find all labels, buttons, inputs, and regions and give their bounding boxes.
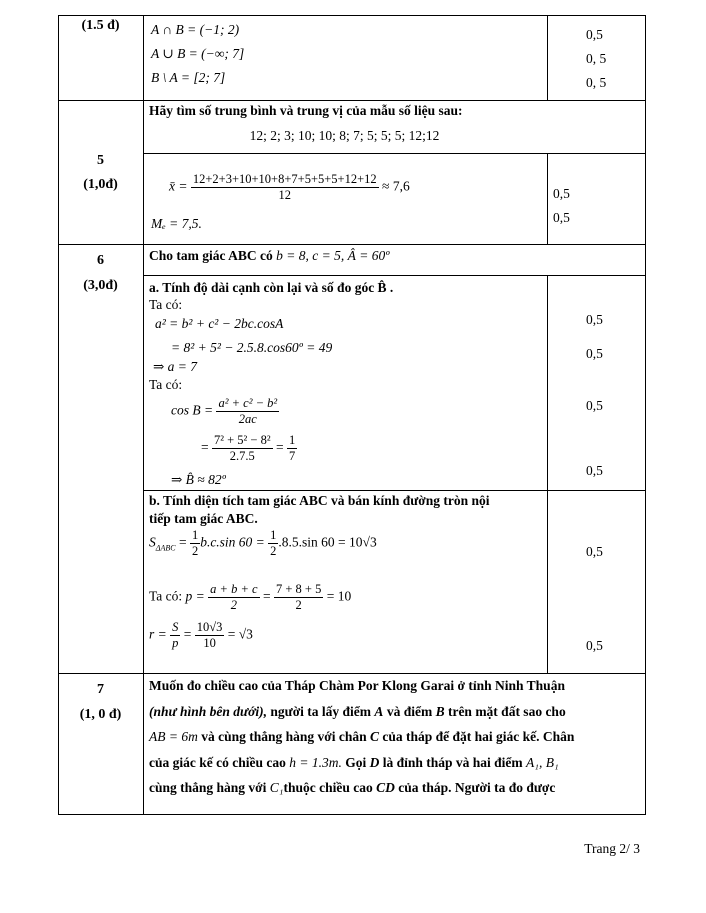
q5-mean [169,172,410,203]
table-divider-score [547,275,548,673]
q6b-score-1: 0,5 [586,544,603,559]
q6-prompt-line [149,248,389,264]
q6b-taco: Ta có: [149,588,183,604]
q6b-title-1: b. Tính diện tích tam giác ABC và bán kính đường tròn nội [149,493,490,508]
q6b-r-fraction [170,620,180,651]
q7-t5c: thuộc chiều cao [283,780,377,795]
q4-points: (1.5 đ) [81,18,120,33]
q6-number: 6 [97,253,104,268]
row-divider [58,244,646,245]
q7-t4c: Gọi [341,754,370,770]
q6b-p-num-2: 7 + 8 + 5 [275,582,322,596]
q5-mean-rhs: ≈ 7,6 [382,178,410,194]
q5-score-1: 0,5 [553,186,570,201]
q5-mean-den: 12 [278,188,291,202]
q6b-p-den-2: 2 [295,598,302,612]
q4-score-1: 0,5 [586,27,603,42]
q7-t4e: là đỉnh tháp và hai điểm [379,754,527,770]
q6a-final: ⇒ B̂ ≈ 82º [171,472,226,487]
table-divider-score [547,15,548,100]
row-divider [58,100,646,101]
q7-t3d: của tháp để đặt hai giác kế. Chân [379,729,575,744]
q6b-r-den-2: 10 [203,636,216,650]
q7-t5a: cùng thẳng hàng với [149,780,270,795]
q6b-r-den: p [172,636,179,650]
q5-mean-num: 12+2+3+10+10+8+7+5+5+5+12+12 [192,172,377,186]
q7-t2a: (như hình bên dưới), [149,703,267,719]
q6b-score-2: 0,5 [586,638,603,653]
q7-line-3 [149,724,641,750]
row-divider [143,153,646,154]
q6a-title: a. Tính độ dài cạnh còn lại và số đo góc B̂ . [149,280,394,295]
q7-line-1: Muốn đo chiều cao của Tháp Chàm Por Klong Garai ở tỉnh Ninh Thuận [149,678,565,693]
q6a-cos-den: 2ac [238,412,257,426]
q6a-cos-eval [201,433,297,464]
q6b-semiperimeter: Ta có: p = $\frac{a + b + c}{2}$ = $\frac{7 + 8 + 5}{2}$ = 10 [149,582,352,612]
q6a-line-2: = 8² + 5² − 2.5.8.cos60º = 49 [171,340,333,355]
page-number: Trang 2/ 3 [584,841,640,856]
q6b-half-1-den: 2 [191,544,199,558]
q6b-s-end: .8.5.sin 60 = 10√3 [278,534,377,550]
q6a-cos-fraction [216,396,279,427]
q7-line-4 [149,750,641,776]
q6a-den-3: 7 [288,449,296,463]
q7-t2d: và điểm [383,703,436,719]
q5-score-2: 0,5 [553,210,570,225]
q6b-r-fraction-2 [195,620,225,651]
q6-given: b = 8, c = 5, Â = 60º [276,248,390,263]
q6a-line-3: ⇒ a = 7 [153,359,198,374]
row-divider [143,490,646,491]
q7-t2e: B [435,703,445,719]
q6a-cos-num: a² + c² − b² [218,396,278,410]
q6b-p-end: = 10 [326,588,352,604]
q6a-num-3: 1 [288,433,296,447]
q6-prompt: Cho tam giác ABC có [149,248,273,263]
q7-t3b: và cùng thẳng hàng với chân [197,729,371,744]
q5-data: 12; 2; 3; 10; 10; 8; 7; 5; 5; 5; 12;12 [249,128,440,143]
q6a-score-2: 0,5 [586,346,603,361]
q7-t3a: AB = 6m [149,729,198,744]
q6b-p-fraction-2 [274,582,323,613]
table-border-right [645,15,646,814]
q7-t2f: trên mặt đất sao cho [444,703,566,719]
q6a-den-2: 2.7.5 [229,449,255,463]
q7-t5e: của tháp. Người ta đo được [394,780,556,795]
q6a-eq-2: = [275,439,284,455]
q6b-s-sub: ΔABC [155,543,176,553]
q6b-half-2-num: 1 [270,528,277,542]
q5-points: (1,0đ) [83,177,118,192]
q6b-s-mid: b.c.sin 60 = [200,534,265,550]
q4-score-3: 0, 5 [586,75,607,90]
q7-t4a: của giác kế có chiều cao [149,754,290,770]
q6b-radius: r = $\frac{S}{p}$ = $\frac{10√3}{10}$ = √3 [149,620,253,650]
q5-mean-lhs: x̄ = [169,178,188,194]
q7-text [149,673,641,801]
q6b-half-1 [190,528,200,559]
q5-median: Mₑ = 7,5. [151,216,202,231]
q6b-p-fraction [208,582,259,613]
q6a-cos [171,396,279,427]
q4-intersection: A ∩ B = (−1; 2) [151,22,240,37]
q5-mean-fraction [191,172,379,203]
q6b-s-eq: = [178,534,187,550]
q6b-title-2: tiếp tam giác ABC. [149,511,258,526]
q6b-r-num-2: 10√3 [196,620,223,634]
q7-t4d: D [369,754,380,770]
q6b-half-2 [268,528,278,559]
q4-union: A ∪ B = (−∞; 7] [151,46,245,61]
q5-number: 5 [97,153,104,168]
q7-line-5 [149,775,641,801]
q4-difference: B \ A = [2; 7] [151,70,226,85]
q6b-r-num: S [172,620,179,634]
q6a-cos-lhs: cos B = [171,402,214,418]
q7-t5d: CD [376,780,395,795]
q6b-half-1-num: 1 [191,528,199,542]
q6b-p-lhs: p = [185,588,205,604]
q7-t2b: người ta lấy điểm [266,703,375,719]
q6b-area [149,528,377,559]
q7-t2c: A [374,703,384,719]
q6a-score-3: 0,5 [586,398,603,413]
q7-line-2 [149,699,641,725]
q7-t3c: C [370,729,380,744]
q5-prompt: Hãy tìm số trung bình và trung vị của mẫu số liệu sau: [149,103,463,118]
q6a-eq: = [201,439,209,455]
row-divider [143,275,646,276]
q7-t4b: h = 1.3m. [289,754,342,770]
q6a-fraction-2 [212,433,273,464]
q6a-taco-1: Ta có: [149,297,183,312]
table-divider-score [547,153,548,244]
q6b-r-end: = √3 [227,626,253,642]
q6a-line-1: a² = b² + c² − 2bc.cosA [155,316,284,331]
table-border-bottom [58,814,646,815]
q6a-score-1: 0,5 [586,312,603,327]
q6b-p-num: a + b + c [210,582,258,596]
q6a-num-2: 7² + 5² − 8² [214,433,271,447]
q6a-taco-2: Ta có: [149,377,183,392]
q6-points: (3,0đ) [83,278,118,293]
q6a-score-4: 0,5 [586,463,603,478]
q6b-p-den: 2 [230,598,237,612]
q7-t4f: A₁, B₁ [526,754,559,770]
q6b-r-lhs: r = [149,626,167,642]
q7-t5b: C₁ [269,780,284,795]
q7-points: (1, 0 đ) [79,707,122,722]
table-border-top [58,15,646,16]
q7-number: 7 [97,682,104,697]
q6a-fraction-3 [287,433,297,464]
q4-score-2: 0, 5 [586,51,607,66]
q6b-half-2-den: 2 [270,544,277,558]
q6b-s-lhs: S [149,534,156,550]
